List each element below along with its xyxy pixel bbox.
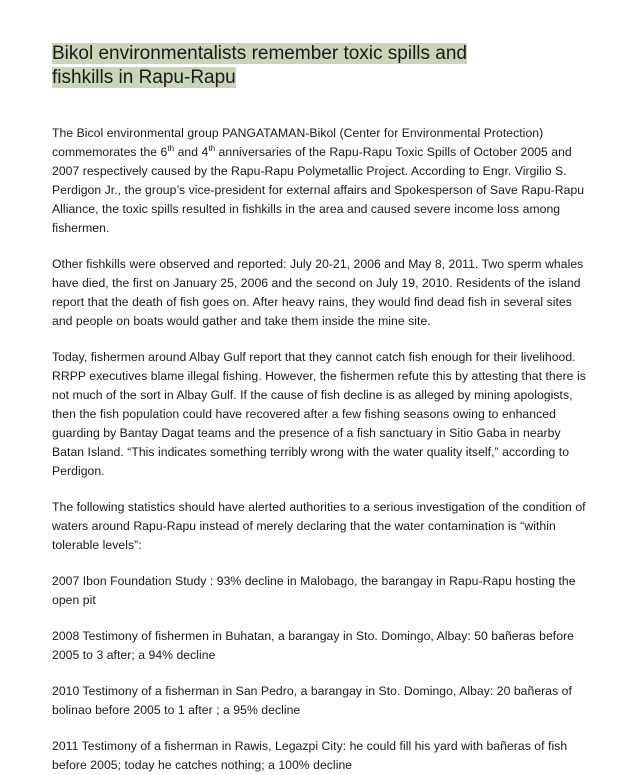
paragraph-statistics-intro: The following statistics should have alerted authorities to a serious investigation of the condition of waters around Rapu-Rapu instead of merely declaring that the water contamination is “within tolerable levels”: <box>52 500 586 552</box>
title-block <box>52 42 522 90</box>
intro-text-c: anniversaries of the Rapu-Rapu Toxic Spills of October 2005 and 2007 respectively caused by the Rapu-Rapu Polymetallic Project. According to Engr. Virgilio S. Perdigon Jr., the group’s vice-president for external affairs and Spokesperson of Save Rapu-Rapu Alliance, the toxic spills resulted in fishkills in the area and caused severe income loss among fishermen. <box>52 145 585 235</box>
statistic-2011: 2011 Testimony of a fisherman in Rawis, Legazpi City: he could fill his yard with bañeras of fish before 2005; today he catches nothing; a 100% decline <box>52 739 568 772</box>
statistic-2008: 2008 Testimony of fishermen in Buhatan, a barangay in Sto. Domingo, Albay: 50 bañeras before 2005 to 3 after; a 94% decline <box>52 629 574 662</box>
intro-text-a: The Bicol environmental group PANGATAMAN-Bikol (Center for Environmental Protection) commemorates the 6 <box>52 126 544 159</box>
statistic-2007: 2007 Ibon Foundation Study : 93% decline in Malobago, the barangay in Rapu-Rapu hosting the open pit <box>52 574 576 607</box>
intro-text-b: and 4 <box>174 145 209 159</box>
ordinal-sup-6th: th <box>167 143 175 153</box>
paragraph-albay-gulf: Today, fishermen around Albay Gulf report that they cannot catch fish enough for their livelihood. RRPP executives blame illegal fishing. However, the fishermen refute this by attesting that there is not much of the sort in Albay Gulf. If the cause of fish decline is as alleged by mining apologists, then the fish population could have recovered after a few fishing seasons owing to enhanced guarding by Bantay Dagat teams and the presence of a fish sanctuary in Sitio Gaba in nearby Batan Island. “This indicates something terribly wrong with the water quality itself,” according to Perdigon. <box>52 350 586 478</box>
paragraph-fishkills: Other fishkills were observed and reported: July 20-21, 2006 and May 8, 2011. Two sperm whales have died, the first on January 25, 2006 and the second on July 19, 2010. Residents of the island report that the death of fish goes on. After heavy rains, they would find dead fish in several sites and people on boats would gather and take them inside the mine site. <box>52 257 584 328</box>
ordinal-sup-4th: th <box>208 143 216 153</box>
article-title: Bikol environmentalists remember toxic spills and fishkills in Rapu-Rapu <box>52 43 467 88</box>
paragraph-intro <box>52 124 590 238</box>
statistic-2010: 2010 Testimony of a fisherman in San Pedro, a barangay in Sto. Domingo, Albay: 20 bañeras of bolinao before 2005 to 1 after ; a 95% decline <box>52 684 572 717</box>
